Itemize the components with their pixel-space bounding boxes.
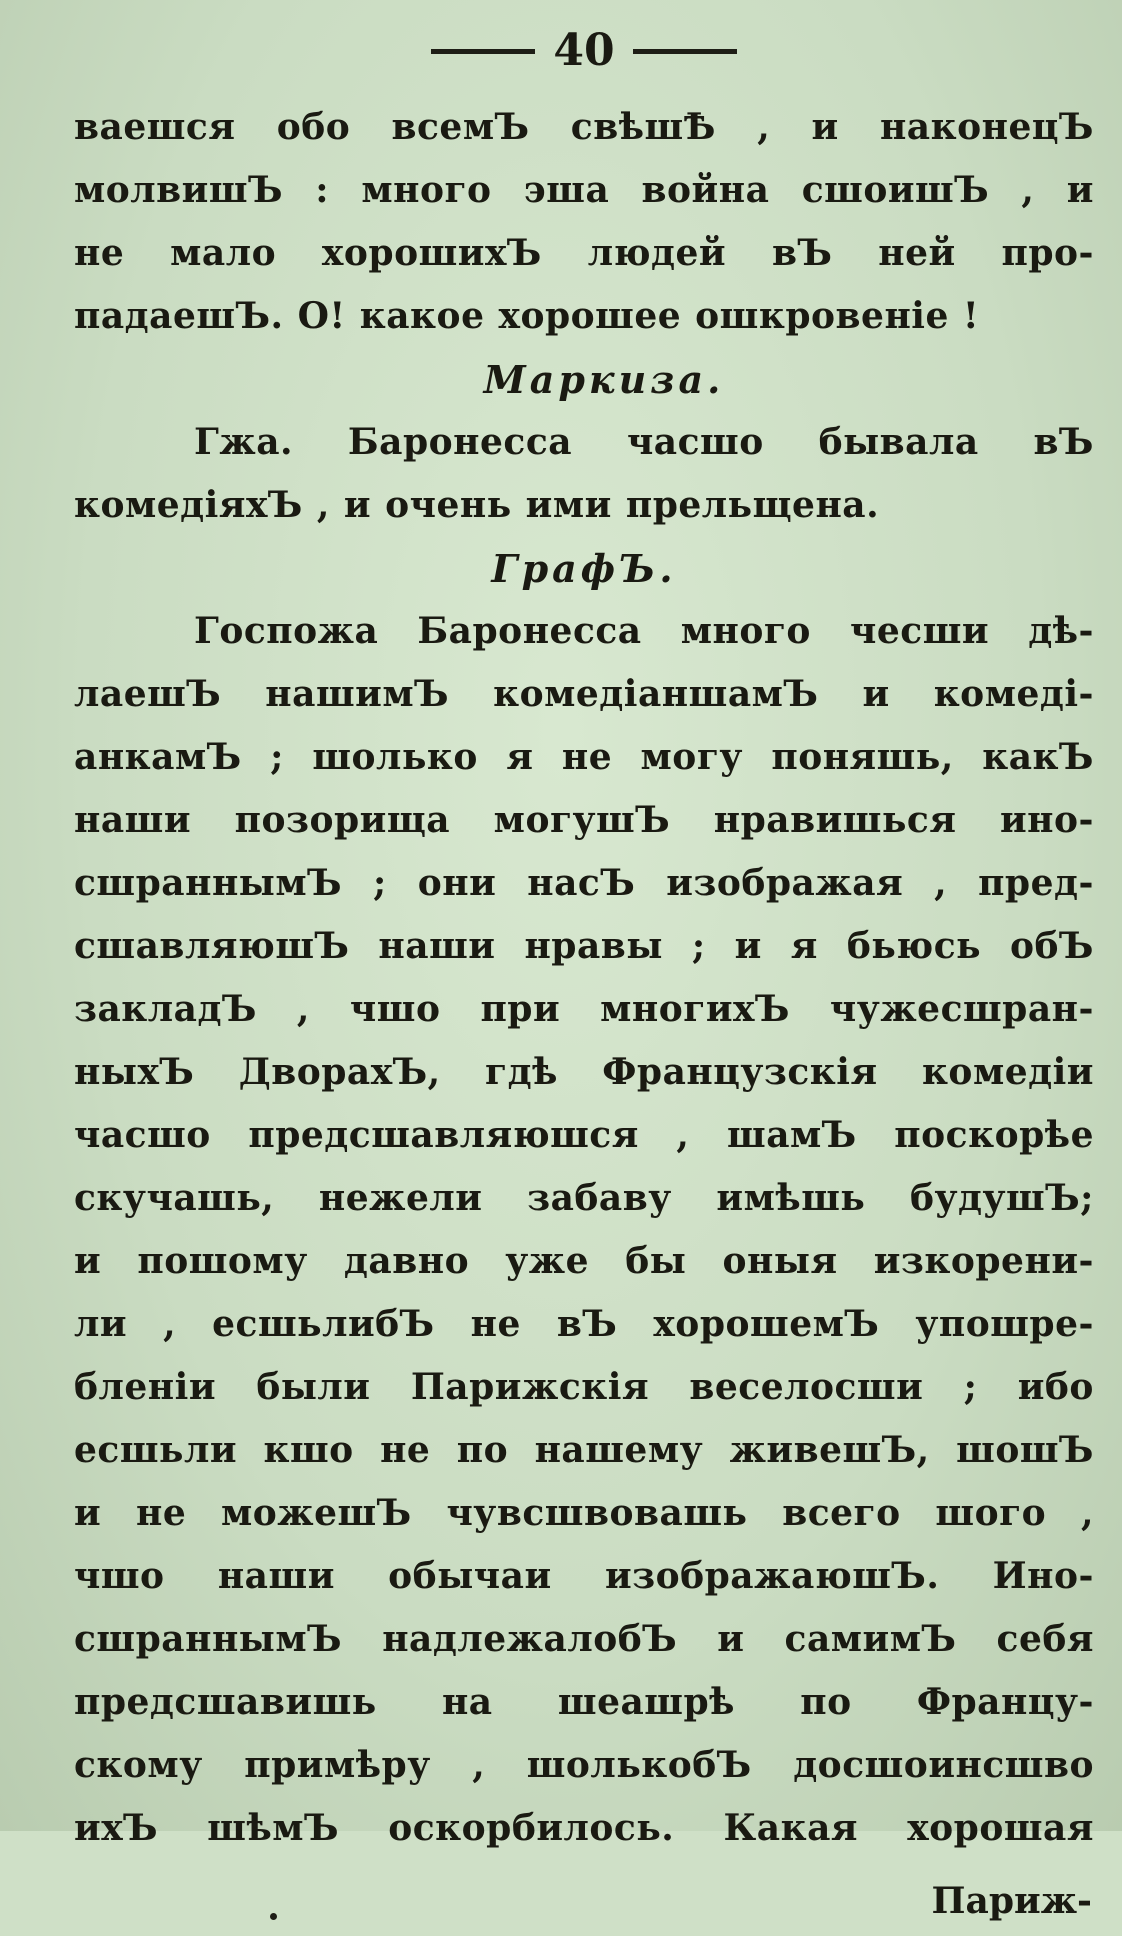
text-line: падаешЪ. О! какое хорошее ошкровеніе !: [74, 295, 980, 337]
body-text: [74, 96, 1094, 1860]
speaker-heading: ГрафЪ.: [491, 546, 677, 591]
text-line: Гжа. Баронесса часшо бывала вЪ: [194, 421, 1094, 463]
text-line: предсшавишь на шеашрѣ по Францу-: [74, 1681, 1094, 1723]
text-line: бленіи были Парижскія веселосши ; ибо: [74, 1366, 1094, 1408]
text-line: молвишЪ : много эша война сшоишЪ , и: [74, 169, 1094, 211]
text-line: анкамЪ ; шолько я не могу поняшь, какЪ: [74, 736, 1094, 778]
text-line: ихЪ шѣмЪ оскорбилось. Какая хорошая: [74, 1807, 1094, 1849]
text-line: не мало хорошихЪ людей вЪ ней про-: [74, 232, 1094, 274]
text-line: сшраннымЪ надлежалобЪ и самимЪ себя: [74, 1618, 1094, 1660]
catchword-row: [74, 1866, 1094, 1936]
ink-dot-mark: [270, 1913, 277, 1920]
speaker-heading: Маркиза.: [483, 357, 725, 402]
text-line: есшьли кшо не по нашему живешЪ, шошЪ: [74, 1429, 1094, 1471]
text-line: ваешся обо всемЪ свѣшѢ , и наконецЪ: [74, 106, 1094, 148]
text-line: лаешЪ нашимЪ комедіаншамЪ и комеді-: [74, 673, 1094, 715]
text-line: сшраннымЪ ; они насЪ изображая , пред-: [74, 862, 1094, 904]
text-line: чшо наши обычаи изображаюшЪ. Ино-: [74, 1555, 1094, 1597]
text-line: ли , есшьлибЪ не вЪ хорошемЪ упошре-: [74, 1303, 1094, 1345]
text-line: Госпожа Баронесса много чесши дѣ-: [194, 610, 1094, 652]
text-line: часшо предсшавляюшся , шамЪ поскорѣе: [74, 1114, 1094, 1156]
text-line: ныхЪ ДворахЪ, гдѣ Французскія комедіи: [74, 1051, 1094, 1093]
text-line: комедіяхЪ , и очень ими прельщена.: [74, 484, 880, 526]
catchword: Париж-: [931, 1880, 1092, 1922]
text-line: скому примѣру , шолькобЪ досшоинсшво: [74, 1744, 1094, 1786]
text-line: и пошому давно уже бы оныя изкорени-: [74, 1240, 1094, 1282]
text-line: сшавляюшЪ наши нравы ; и я бьюсь обЪ: [74, 925, 1094, 967]
text-line: закладЪ , чшо при многихЪ чужесшран-: [74, 988, 1094, 1030]
page-number: 40: [553, 25, 615, 76]
header-rule-right: [633, 49, 737, 54]
page-header: [74, 0, 1094, 96]
text-line: скучашь, нежели забаву имѣшь будушЪ;: [74, 1177, 1094, 1219]
text-line: наши позорища могушЪ нравишься ино-: [74, 799, 1094, 841]
header-rule-left: [431, 49, 535, 54]
text-line: и не можешЪ чувсшвовашь всего шого ,: [74, 1492, 1094, 1534]
